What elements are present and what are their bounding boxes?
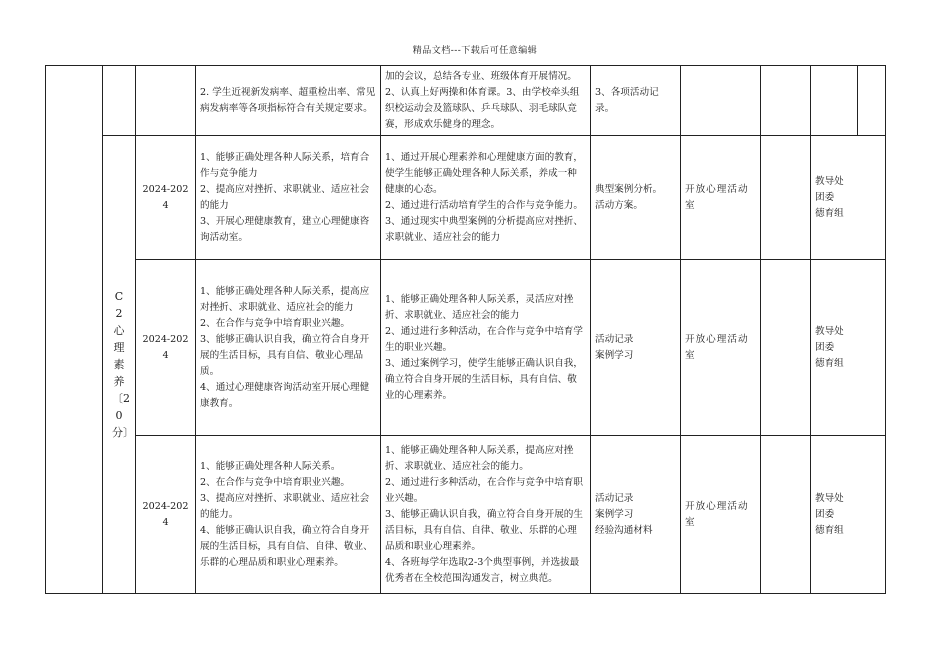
table-row <box>46 136 886 260</box>
dept-cell <box>811 436 886 594</box>
goals-text: 2. 学生近视新发病率、超重检出率、常见病发病率等各项指标符合有关规定要求。 <box>200 86 376 114</box>
section-cell-top <box>103 66 136 136</box>
place-text: 开放心理活动室 <box>685 183 749 211</box>
forms-text: 3、各项活动记录。 <box>595 86 659 114</box>
dept-cell <box>811 260 886 436</box>
goals-cell <box>196 260 381 436</box>
blank-cell <box>761 260 811 436</box>
forms-text: 典型案例分析。 活动方案。 <box>595 183 663 211</box>
dept-cell <box>811 136 886 260</box>
place-text: 开放心理活动室 <box>685 500 749 528</box>
year-cell: 2024-2024 <box>136 260 196 436</box>
place-cell <box>681 66 761 136</box>
forms-cell <box>591 66 681 136</box>
goals-text: 1、能够正确处理各种人际关系。 2、在合作与竞争中培育职业兴趣。 3、提高应对挫折、求职就业、适应社会的能力。 4、能够正确认识自我，确立符合自身开展的生活目标，具有自信、自律、敬业、乐群的心理品质和职业心理素养。 <box>200 460 373 568</box>
place-cell <box>681 436 761 594</box>
page-header: 精品文档---下载后可任意编辑 <box>412 46 538 56</box>
measures-cell <box>381 436 591 594</box>
table-row <box>46 260 886 436</box>
goals-cell <box>196 136 381 260</box>
forms-cell <box>591 436 681 594</box>
place-text: 开放心理活动室 <box>685 333 749 361</box>
dept-cell <box>811 66 858 136</box>
forms-cell <box>591 260 681 436</box>
section-label: C2心理素养〔20分〕 <box>112 289 134 439</box>
dept-text: 教导处 团委 德育组 <box>815 492 844 536</box>
goals-cell <box>196 66 381 136</box>
goals-cell <box>196 436 381 594</box>
measures-cell <box>381 136 591 260</box>
measures-text: 1、能够正确处理各种人际关系，灵活应对挫折、求职就业、适应社会的能力 2、通过进行多种活动，在合作与竞争中培育学生的职业兴趣。 3、通过案例学习，使学生能够正确认识自我，确立符合自身开展的生活目标，具有自信、敬业的心理素养。 <box>385 293 583 401</box>
blank-cell <box>761 436 811 594</box>
year-cell: 2024-2024 <box>136 136 196 260</box>
dept-text: 教导处 团委 德育组 <box>815 325 844 369</box>
blank-cell <box>761 136 811 260</box>
goals-text: 1、能够正确处理各种人际关系，培育合作与竞争能力 2、提高应对挫折、求职就业、适应社会的能力 3、开展心理健康教育，建立心理健康咨询活动室。 <box>200 151 370 243</box>
blank-cell <box>761 66 811 136</box>
goals-text: 1、能够正确处理各种人际关系，提高应对挫折、求职就业、适应社会的能力 2、在合作与竞争中培育职业兴趣。 3、能够正确认识自我，确立符合自身开展的生活目标，具有自信、敬业心理品质。 4、通过心理健康咨询活动室开展心理健康教育。 <box>200 285 370 409</box>
measures-cell <box>381 260 591 436</box>
dept-text: 教导处 团委 德育组 <box>815 175 844 219</box>
measures-text: 1、通过开展心理素养和心理健康方面的教育，使学生能够正确处理各种人际关系，养成一种健康的心态。 2、通过进行活动培育学生的合作与竞争能力。 3、通过现实中典型案例的分析提高应对挫折、求职就业、适应社会的能力 <box>385 151 583 243</box>
measures-text: 1、能够正确处理各种人际关系，提高应对挫折、求职就业、适应社会的能力。 2、通过进行多种活动，在合作与竞争中培育职业兴趣。 3、能够正确认识自我，确立符合自身开展的生活目标，具有自信、自律、敬业、乐群的心理品质和职业心理素养。 4、各班每学年选取2-3个典型事例，并选拔最优秀者在全校范围沟通发言，树立典范。 <box>385 444 583 584</box>
place-cell <box>681 136 761 260</box>
year-cell <box>136 66 196 136</box>
place-cell <box>681 260 761 436</box>
measures-text: 加的会议，总结各专业、班级体育开展情况。2、认真上好两操和体育课。3、由学校牵头组织校运动会及篮球队、乒乓球队、羽毛球队竞赛，形成欢乐健身的理念。 <box>385 70 580 130</box>
section-label-cell <box>103 136 136 594</box>
table-row <box>46 66 886 136</box>
forms-text: 活动记录 案例学习 <box>595 333 634 361</box>
outer-category-cell <box>46 66 103 594</box>
table-row <box>46 436 886 594</box>
plan-table <box>45 65 886 594</box>
blank-cell <box>858 66 886 136</box>
forms-text: 活动记录 案例学习 经验沟通材料 <box>595 492 653 536</box>
year-cell: 2024-2024 <box>136 436 196 594</box>
measures-cell <box>381 66 591 136</box>
forms-cell <box>591 136 681 260</box>
